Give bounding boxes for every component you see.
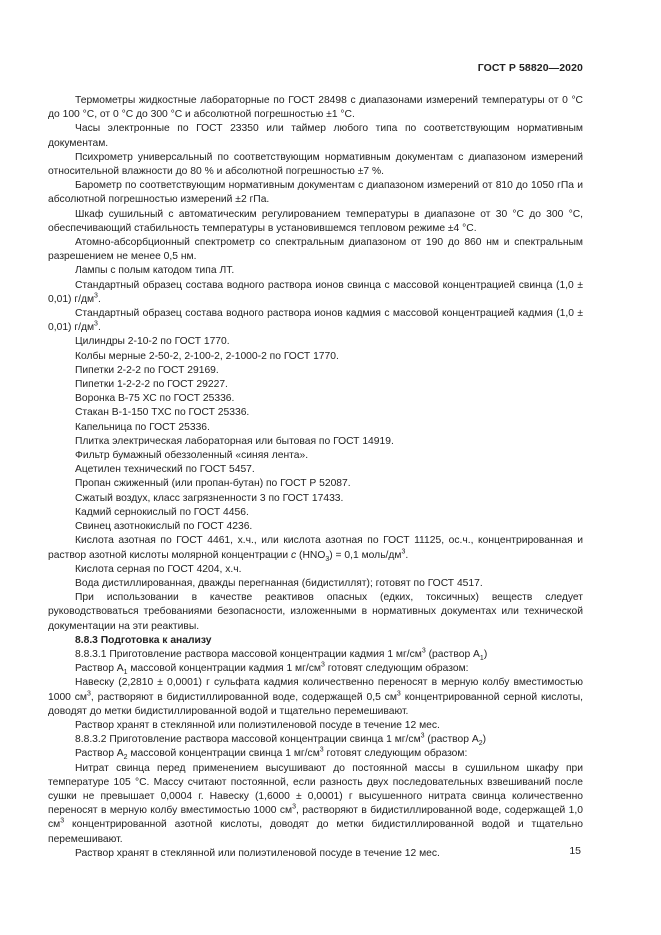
- paragraph-spectrometer: Атомно-абсорбционный спектрометр со спектральным диапазоном от 190 до 860 нм и спектральным разрешением не менее 0,5 нм.: [48, 237, 583, 263]
- paragraph-drying-oven: Шкаф сушильный с автоматическим регулированием температуры в диапазоне от 30 °С до 300 °С, обеспечивающий стабильность температуры в установившемся тепловом режиме ±4 °С.: [48, 208, 583, 234]
- paragraph-hotplate: Плитка электрическая лабораторная или бытовая по ГОСТ 14919.: [75, 435, 394, 447]
- section-heading-preparation: 8.8.3 Подготовка к анализу: [75, 634, 212, 646]
- paragraph-storage-1: Раствор хранят в стеклянной или полиэтиленовой посуде в течение 12 мес.: [75, 719, 440, 731]
- paragraph-sulfuric-acid: Кислота серная по ГОСТ 4204, х.ч.: [75, 563, 242, 575]
- paragraph-propane: Пропан сжиженный (или пропан-бутан) по ГОСТ Р 52087.: [75, 478, 351, 490]
- paragraph-pipettes-2: Пипетки 1-2-2-2 по ГОСТ 29227.: [75, 379, 228, 391]
- paragraph-thermometers: Термометры жидкостные лабораторные по ГОСТ 28498 с диапазонами измерений температуры от 0 °С до 100 °С, от 0 °С до 300 °С и абсолютной погрешностью ±1 °С.: [48, 95, 583, 121]
- paragraph-psychrometer: Психрометр универсальный по соответствующим нормативным документам с диапазоном измерений относительной влажности до 80 % и абсолютной погрешностью ±7 %.: [48, 151, 583, 178]
- paragraph-flasks: Колбы мерные 2-50-2, 2-100-2, 2-1000-2 по ГОСТ 1770.: [75, 350, 339, 362]
- paragraph-lead-nitrate: Свинец азотнокислый по ГОСТ 4236.: [75, 521, 253, 533]
- subsection-lead-solution: 8.8.3.2 Приготовление раствора массовой концентрации свинца 1 $мг/см^3$ (раствор $А_2$): [75, 732, 487, 748]
- paragraph-solution-a2: Раствор $А_2$ массовой концентрации свинца 1 $мг/см^3$ готовят следующим образом:: [75, 746, 468, 762]
- subsection-cadmium-solution: 8.8.3.1 Приготовление раствора массовой концентрации кадмия 1 $мг/см^3$ (раствор $А_1$): [75, 647, 488, 662]
- paragraph-lead-sample: Нитрат свинца перед применением высушивают до постоянной массы в сушильном шкафу при температуре 105 °С. Массу считают постоянной, если разность двух последовательных взвешиваний после сушки не превышает 0,0004 г. Навеску (1,6000 ± 0,0001) г высушенного нитрата свинца количественно переносят в мерную колбу вместимостью 1000 $см^3$, растворяют в бидистиллированной воде, содержащей 1,0 $см^3$ концентрированной азотной кислоты, доводят до метки бидистиллированной водой и тщательно перемешивают.: [48, 762, 583, 845]
- paragraph-solution-a1: Раствор $А_1$ массовой концентрации кадмия 1 $мг/см^3$ готовят следующим образом:: [75, 661, 469, 677]
- paragraph-nitric-acid: Кислота азотная по ГОСТ 4461, х.ч., или кислота азотная по ГОСТ 11125, ос.ч., концентрированная и раствор азотной кислоты молярной концентрации c $(HNO_3) = 0,1$ моль/$дм^3$.: [48, 535, 583, 563]
- paragraph-cadmium-sample: Навеску (2,2810 ± 0,0001) г сульфата кадмия количественно переносят в мерную колбу вместимостью 1000 $см^3$, растворяют в бидистиллированной воде, содержащей 0,5 $см^3$ концентрированной серной кислоты, доводят до метки бидистиллированной водой и тщательно перемешивают.: [48, 677, 583, 717]
- paragraph-cadmium-sulfate: Кадмий сернокислый по ГОСТ 4456.: [75, 506, 249, 518]
- paragraph-pipettes-1: Пипетки 2-2-2 по ГОСТ 29169.: [75, 364, 219, 376]
- standard-header: ГОСТ Р 58820—2020: [477, 62, 583, 74]
- paragraph-cylinders: Цилиндры 2-10-2 по ГОСТ 1770.: [75, 336, 230, 348]
- paragraph-acetylene: Ацетилен технический по ГОСТ 5457.: [75, 464, 255, 476]
- paragraph-barometer: Барометр по соответствующим нормативным документам с диапазоном измерений от 810 до 1050 гПа и абсолютной погрешностью измерений ±2 гПа.: [48, 180, 583, 206]
- paragraph-cadmium-standard: Стандартный образец состава водного раствора ионов кадмия с массовой концентрацией кадмия (1,0 ± 0,01) $г/дм^3$.: [48, 308, 583, 334]
- paragraph-dropper: Капельница по ГОСТ 25336.: [75, 421, 210, 433]
- paragraph-funnel: Воронка В-75 ХС по ГОСТ 25336.: [75, 393, 235, 405]
- document-body: [48, 94, 583, 861]
- paragraph-storage-2: Раствор хранят в стеклянной или полиэтиленовой посуде в течение 12 мес.: [75, 847, 440, 859]
- paragraph-lamps: Лампы с полым катодом типа ЛТ.: [75, 265, 235, 277]
- page-number: 15: [569, 845, 581, 857]
- paragraph-beaker: Стакан В-1-150 ТХС по ГОСТ 25336.: [75, 407, 250, 419]
- paragraph-air: Сжатый воздух, класс загрязненности 3 по ГОСТ 17433.: [75, 492, 344, 504]
- paragraph-filter: Фильтр бумажный обеззоленный «синяя лента».: [75, 450, 309, 462]
- paragraph-clock: Часы электронные по ГОСТ 23350 или таймер любого типа по соответствующим нормативным документам.: [48, 123, 583, 149]
- paragraph-water: Вода дистиллированная, дважды перегнанная (бидистиллят); готовят по ГОСТ 4517.: [75, 577, 483, 589]
- paragraph-safety: При использовании в качестве реактивов опасных (едких, токсичных) веществ следует руководствоваться требованиями безопасности, изложенными в нормативных документах или технической документации на эти реактивы.: [48, 592, 583, 632]
- paragraph-lead-standard: Стандартный образец состава водного раствора ионов свинца с массовой концентрацией свинца (1,0 ± 0,01) $г/дм^3$.: [48, 279, 583, 305]
